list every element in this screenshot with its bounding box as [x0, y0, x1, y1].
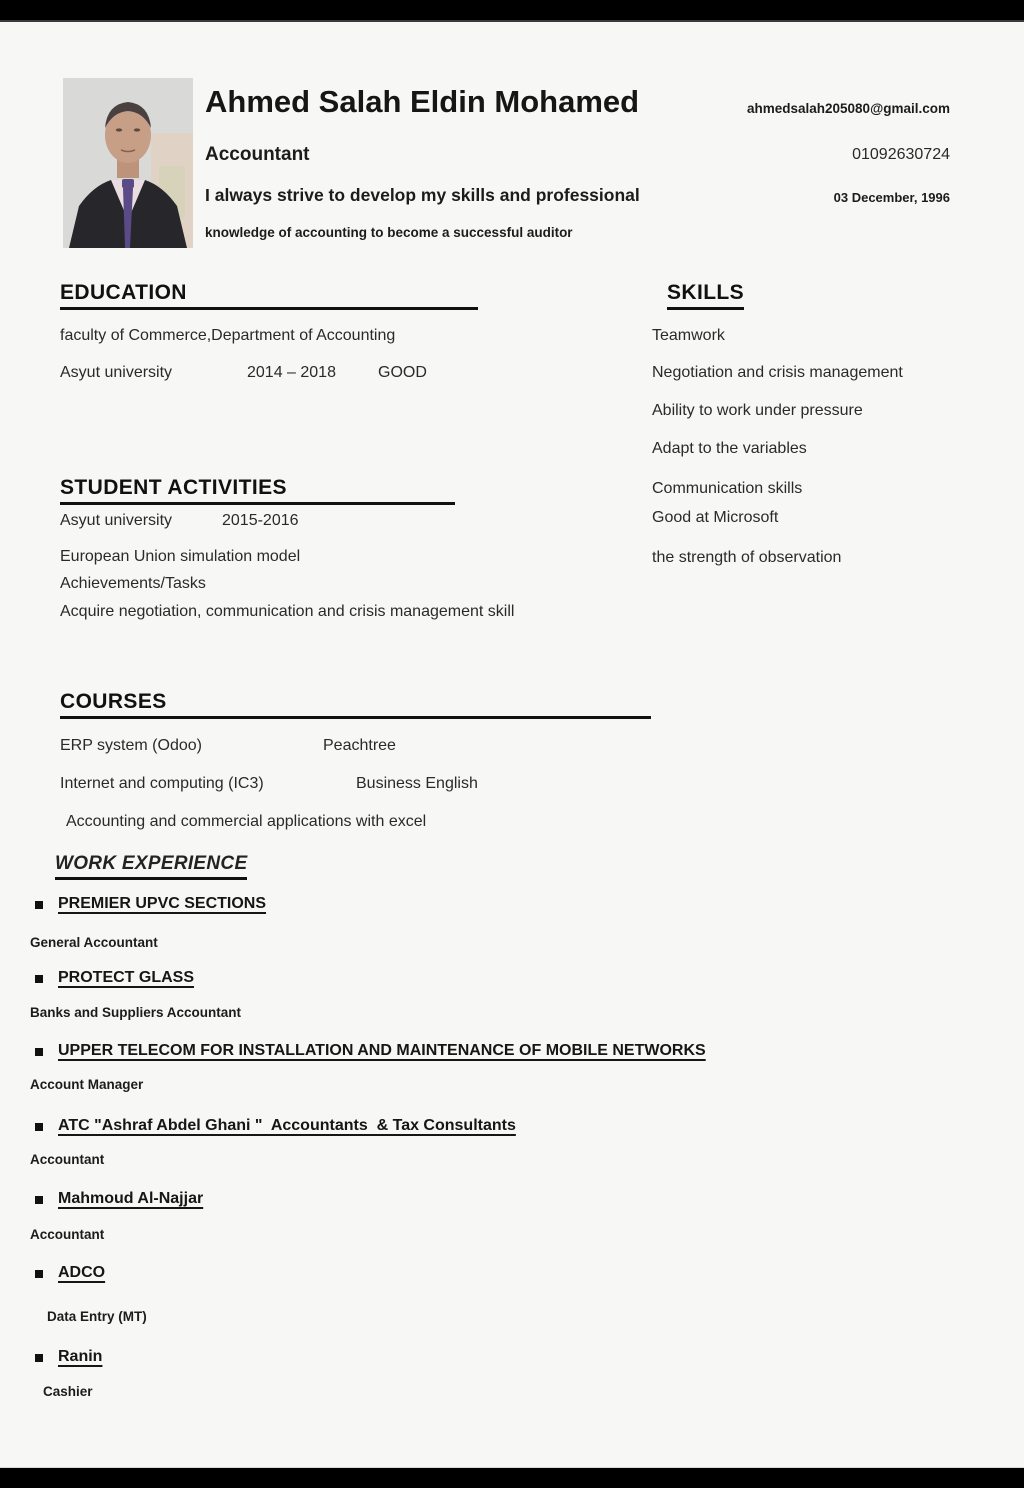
- candidate-name: Ahmed Salah Eldin Mohamed: [205, 84, 640, 119]
- job-role: Banks and Suppliers Accountant: [30, 1005, 242, 1020]
- job-role: Cashier: [43, 1384, 93, 1399]
- job-role: Accountant: [30, 1227, 105, 1242]
- bullet-icon: [35, 975, 43, 983]
- bullet-icon: [35, 1048, 43, 1056]
- student-activities-line: Achievements/Tasks: [60, 575, 206, 592]
- skill-item: Ability to work under pressure: [652, 402, 863, 419]
- skill-item: the strength of observation: [652, 549, 842, 566]
- bullet-icon: [35, 901, 43, 909]
- skill-item: Negotiation and crisis management: [652, 364, 903, 381]
- course-item: Accounting and commercial applications with excel: [66, 813, 427, 830]
- job-company: ATC "Ashraf Abdel Ghani " Accountants & Tax Consultants: [58, 1117, 516, 1134]
- job-role: Accountant: [30, 1152, 105, 1167]
- email-text: ahmedsalah205080@gmail.com: [746, 101, 950, 116]
- work-experience-heading: WORK EXPERIENCE: [55, 853, 247, 880]
- job-role: Account Manager: [30, 1077, 144, 1092]
- education-faculty: faculty of Commerce,Department of Accounting: [60, 327, 396, 344]
- job-company: Mahmoud Al-Najjar: [58, 1190, 204, 1207]
- summary-line-1: I always strive to develop my skills and professional: [205, 185, 640, 205]
- job-company: ADCO: [58, 1264, 106, 1281]
- job-role: Data Entry (MT): [47, 1309, 147, 1324]
- student-activities-line: Acquire negotiation, communication and crisis management skill: [60, 603, 515, 620]
- candidate-job-title: Accountant: [205, 144, 310, 165]
- phone-text: 01092630724: [852, 146, 950, 163]
- job-company: Ranin: [58, 1348, 103, 1365]
- course-item: Business English: [356, 775, 478, 792]
- bullet-icon: [35, 1196, 43, 1204]
- profile-photo: [63, 78, 193, 248]
- education-heading-rule: [60, 307, 478, 310]
- education-heading: EDUCATION: [60, 281, 187, 304]
- courses-heading-rule: [60, 716, 651, 719]
- job-company: UPPER TELECOM FOR INSTALLATION AND MAINTENANCE OF MOBILE NETWORKS: [58, 1042, 706, 1059]
- skill-item: Communication skills: [652, 480, 803, 497]
- course-item: Peachtree: [323, 737, 396, 754]
- top-letterbox-bar: [0, 0, 1024, 22]
- course-item: ERP system (Odoo): [60, 737, 202, 754]
- bullet-icon: [35, 1123, 43, 1131]
- skill-item: Teamwork: [652, 327, 725, 344]
- bottom-letterbox-bar: [0, 1467, 1024, 1488]
- skill-item: Good at Microsoft: [652, 509, 779, 526]
- job-role: General Accountant: [30, 935, 158, 950]
- birthdate-text: 03 December, 1996: [833, 190, 950, 205]
- skills-heading: SKILLS: [667, 281, 744, 310]
- student-activities-heading-rule: [60, 502, 455, 505]
- student-activities-school: Asyut university: [60, 512, 173, 529]
- bullet-icon: [35, 1354, 43, 1362]
- summary-line-2: knowledge of accounting to become a successful auditor: [205, 225, 573, 240]
- student-activities-line: European Union simulation model: [60, 548, 301, 565]
- job-company: PREMIER UPVC SECTIONS: [58, 895, 267, 912]
- education-school: Asyut university: [60, 364, 173, 381]
- courses-heading: COURSES: [60, 690, 167, 713]
- bullet-icon: [35, 1270, 43, 1278]
- job-company: PROTECT GLASS: [58, 969, 195, 986]
- education-grade: GOOD: [378, 364, 427, 381]
- student-activities-heading: STUDENT ACTIVITIES: [60, 476, 287, 499]
- portrait-illustration: [63, 78, 193, 248]
- education-years: 2014 – 2018: [247, 364, 336, 381]
- course-item: Internet and computing (IC3): [60, 775, 264, 792]
- skill-item: Adapt to the variables: [652, 440, 807, 457]
- student-activities-years: 2015-2016: [222, 512, 299, 529]
